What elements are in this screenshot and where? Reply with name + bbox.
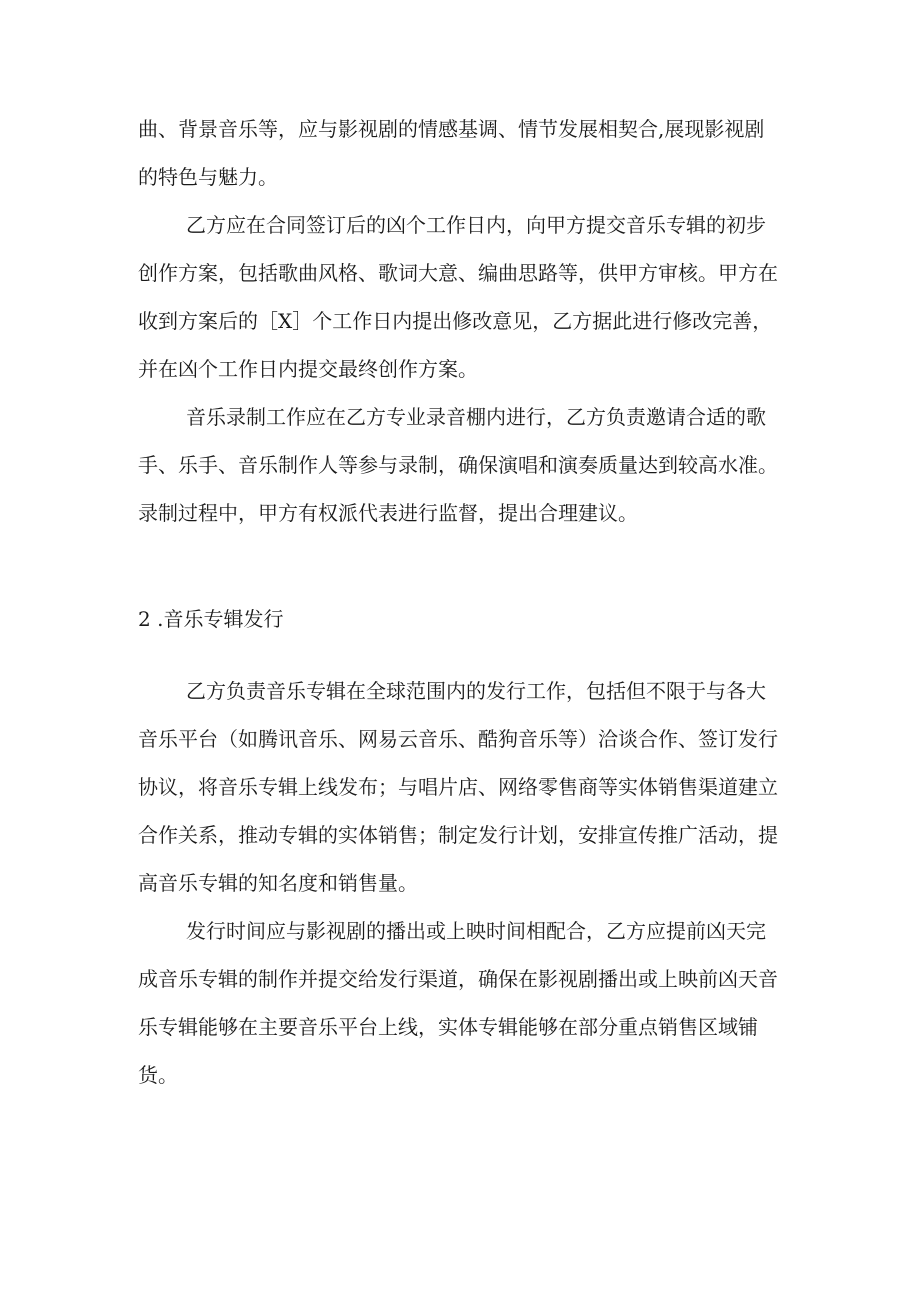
paragraph-line: 的特色与魅力。 [138, 165, 278, 189]
paragraph-line: 曲、背景音乐等，应与影视剧的情感基调、情节发展相契合,展现影视剧 [138, 117, 765, 141]
paragraph-line: 音乐平台（如腾讯音乐、网易云音乐、酷狗音乐等）洽谈合作、签订发行 [138, 727, 778, 751]
paragraph-line: 创作方案，包括歌曲风格、歌词大意、编曲思路等，供甲方审核。甲方在 [138, 261, 778, 285]
paragraph-line: 高音乐专辑的知名度和销售量。 [138, 871, 418, 895]
paragraph-line: 发行时间应与影视剧的播出或上映时间相配合，乙方应提前凶天完 [186, 919, 766, 943]
paragraph-line: 货。 [138, 1063, 178, 1087]
paragraph-line: 乐专辑能够在主要音乐平台上线，实体专辑能够在部分重点销售区域铺 [138, 1015, 758, 1039]
paragraph-line: 乙方负责音乐专辑在全球范围内的发行工作，包括但不限于与各大 [186, 679, 766, 703]
section-heading: 2 .音乐专辑发行 [138, 607, 284, 631]
paragraph-line: 成音乐专辑的制作并提交给发行渠道，确保在影视剧播出或上映前凶天音 [138, 967, 778, 991]
paragraph-line: 并在凶个工作日内提交最终创作方案。 [138, 357, 478, 381]
paragraph-line: 音乐录制工作应在乙方专业录音棚内进行，乙方负责邀请合适的歌 [186, 405, 766, 429]
paragraph-line: 合作关系，推动专辑的实体销售；制定发行计划，安排宣传推广活动，提 [138, 823, 778, 847]
paragraph-line: 收到方案后的［X］个工作日内提出修改意见，乙方据此进行修改完善， [138, 309, 773, 333]
paragraph-line: 协议，将音乐专辑上线发布；与唱片店、网络零售商等实体销售渠道建立 [138, 775, 778, 799]
paragraph-line: 手、乐手、音乐制作人等参与录制，确保演唱和演奏质量达到较高水准。 [138, 453, 778, 477]
paragraph-line: 录制过程中，甲方有权派代表进行监督，提出合理建议。 [138, 501, 638, 525]
paragraph-line: 乙方应在合同签订后的凶个工作日内，向甲方提交音乐专辑的初步 [186, 213, 766, 237]
